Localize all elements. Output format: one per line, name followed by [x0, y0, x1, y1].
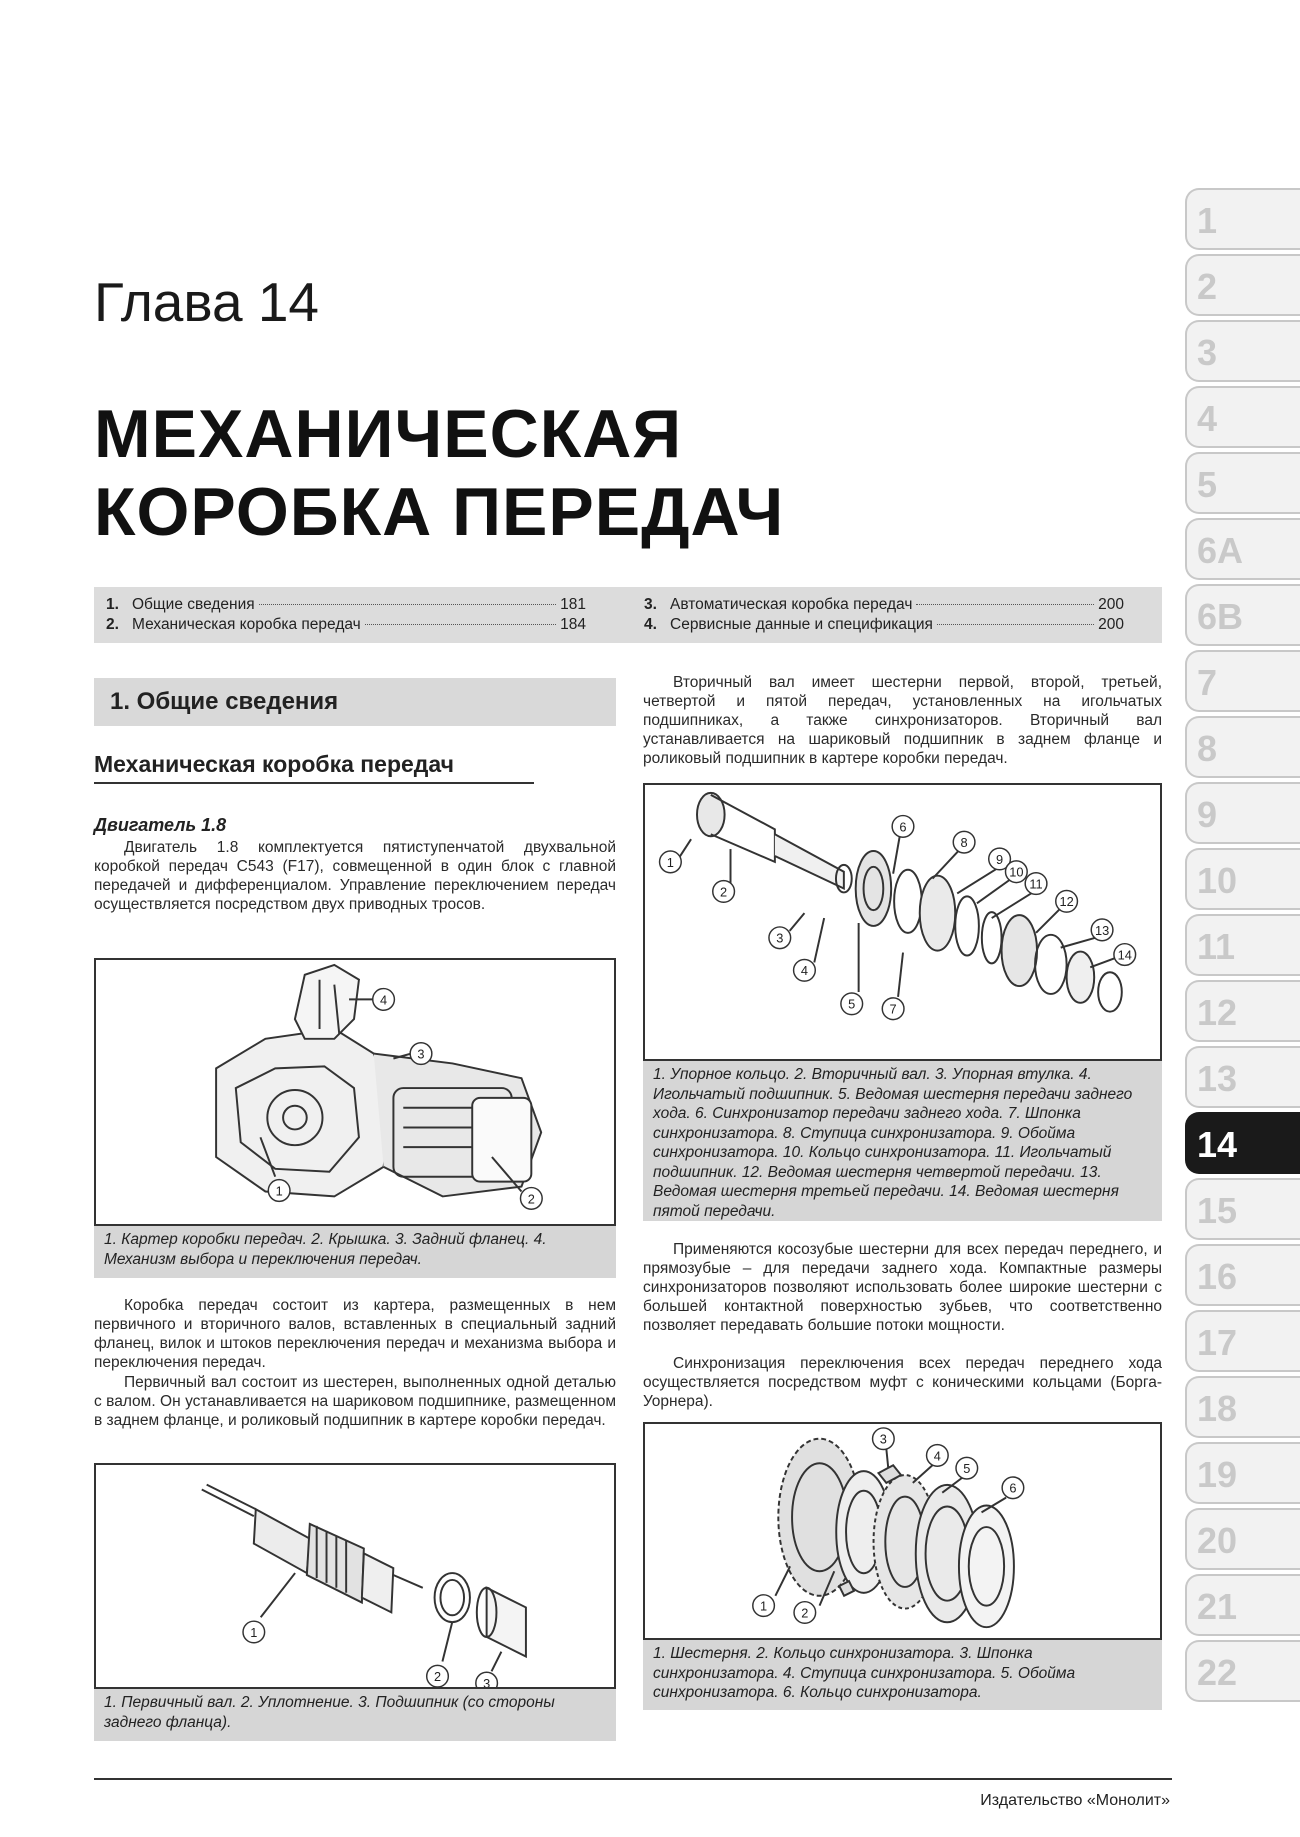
callout-text: 9	[996, 851, 1004, 867]
callout-text: 3	[879, 1431, 887, 1447]
chapter-tab[interactable]: 9	[1185, 782, 1300, 844]
chapter-tab[interactable]: 13	[1185, 1046, 1300, 1108]
callout-text: 5	[963, 1461, 971, 1477]
callout-text: 2	[433, 1669, 442, 1685]
chapter-tab[interactable]: 6B	[1185, 584, 1300, 646]
caption-gearbox: 1. Картер коробки передач. 2. Крышка. 3. Задний фланец. 4. Механизм выбора и переключения передач.	[94, 1226, 616, 1278]
chapter-title-line2: КОРОБКА ПЕРЕДАЧ	[94, 474, 785, 550]
subsection-heading: Механическая коробка передач	[94, 751, 534, 784]
callout-text: 7	[889, 1001, 897, 1017]
toc-page: 200	[1098, 596, 1124, 613]
caption-secondary-shaft: 1. Упорное кольцо. 2. Вторичный вал. 3. Упорная втулка. 4. Игольчатый подшипник. 5. Ведомая шестерня передачи заднего хода. 6. Синхронизатор передачи заднего хода. 7. Шпонка синхронизатора. 8. Ступица синхронизатора. 9. Обойма синхронизатора. 10. Кольцо синхронизатора. 11. Игольчатый подшипник. 12. Ведомая шестерня четвертой передачи. 13. Ведомая шестерня третьей передачи. 14. Ведомая шестерня пятой передачи.	[643, 1061, 1162, 1221]
chapter-tab[interactable]: 12	[1185, 980, 1300, 1042]
chapter-tab[interactable]: 20	[1185, 1508, 1300, 1570]
toc-title: Автоматическая коробка передач	[670, 596, 913, 613]
chapter-tab[interactable]: 8	[1185, 716, 1300, 778]
callout-text: 3	[417, 1046, 425, 1062]
chapter-tab[interactable]: 16	[1185, 1244, 1300, 1306]
callout-text: 6	[1009, 1480, 1017, 1496]
primary-shaft-illustration	[96, 1465, 614, 1687]
figure-synchronizer	[643, 1422, 1162, 1640]
callout-text: 1	[275, 1183, 283, 1199]
chapter-tab[interactable]: 11	[1185, 914, 1300, 976]
toc-number: 4.	[644, 616, 657, 633]
footer-rule	[94, 1778, 1172, 1780]
secondary-shaft-illustration	[645, 785, 1160, 1059]
chapter-tab[interactable]: 4	[1185, 386, 1300, 448]
figure-gearbox	[94, 958, 616, 1226]
callout-text: 4	[380, 992, 388, 1008]
toc-title: Сервисные данные и спецификация	[670, 616, 933, 633]
paragraph-intro: Двигатель 1.8 комплектуется пятиступенчатой двухвальной коробкой передач C543 (F17), совмещенной в один блок с главной передачей и дифференциалом. Управление переключением передач осуществляется посредством двух приводных тросов.	[94, 839, 616, 913]
synchronizer-illustration	[645, 1424, 1160, 1638]
callout-text: 6	[899, 819, 907, 835]
publisher-name: Издательство «Монолит»	[980, 1792, 1170, 1809]
callout-text: 12	[1059, 894, 1074, 910]
toc-entry[interactable]	[644, 596, 1124, 616]
toc-leader	[916, 604, 1094, 605]
toc-column-right	[644, 596, 1124, 636]
section-heading: 1. Общие сведения	[94, 678, 616, 726]
toc-title: Общие сведения	[132, 596, 255, 613]
paragraph-primary-shaft: Первичный вал состоит из шестерен, выполненных одной деталью с валом. Он устанавливается на шариковом подшипнике, размещенном в заднем фланце, и роликовый подшипник в картере коробки передач.	[94, 1374, 616, 1429]
figure-secondary-shaft	[643, 783, 1162, 1061]
paragraph-gearbox-structure: Коробка передач состоит из картера, размещенных в нем первичного и вторичного валов, вставленных в специальный задний фланец, вилок и штоков переключения передач и механизма выбора и переключения передач.	[94, 1297, 616, 1371]
toc-title: Механическая коробка передач	[132, 616, 361, 633]
callout-text: 10	[1009, 864, 1024, 880]
toc-page: 184	[560, 616, 586, 633]
chapter-tab[interactable]: 21	[1185, 1574, 1300, 1636]
chapter-tab[interactable]: 17	[1185, 1310, 1300, 1372]
figure-primary-shaft	[94, 1463, 616, 1689]
callout-text: 2	[801, 1605, 809, 1621]
chapter-tab[interactable]: 6A	[1185, 518, 1300, 580]
callout-text: 1	[666, 854, 674, 870]
callout-text: 3	[483, 1675, 491, 1687]
callout-text: 11	[1029, 876, 1043, 892]
chapter-label: Глава 14	[94, 271, 320, 333]
chapter-title-line1: МЕХАНИЧЕСКАЯ	[94, 396, 683, 472]
callout-text: 5	[848, 996, 856, 1012]
caption-synchronizer: 1. Шестерня. 2. Кольцо синхронизатора. 3. Шпонка синхронизатора. 4. Ступица синхронизатора. 5. Обойма синхронизатора. 6. Кольцо синхронизатора.	[643, 1640, 1162, 1710]
caption-primary-shaft: 1. Первичный вал. 2. Уплотнение. 3. Подшипник (со стороны заднего фланца).	[94, 1689, 616, 1741]
chapter-tab-active[interactable]: 14	[1185, 1112, 1300, 1174]
chapter-tab[interactable]: 2	[1185, 254, 1300, 316]
callout-text: 4	[800, 963, 808, 979]
chapter-tab[interactable]: 22	[1185, 1640, 1300, 1702]
engine-heading: Двигатель 1.8	[94, 815, 227, 835]
toc-entry[interactable]	[644, 616, 1124, 636]
chapter-tab[interactable]: 7	[1185, 650, 1300, 712]
chapter-tab[interactable]: 1	[1185, 188, 1300, 250]
chapter-tab[interactable]: 3	[1185, 320, 1300, 382]
toc-column-left	[106, 596, 586, 636]
callout-text: 3	[776, 930, 784, 946]
callout-text: 2	[527, 1191, 535, 1207]
chapter-tab[interactable]: 10	[1185, 848, 1300, 910]
toc-entry[interactable]	[106, 616, 586, 636]
chapter-title	[94, 395, 784, 551]
callout-text: 4	[933, 1448, 941, 1464]
paragraph-secondary-shaft: Вторичный вал имеет шестерни первой, второй, третьей, четвертой и пятой передач, установленных на игольчатых подшипниках, а также синхронизаторов. Вторичный вал устанавливается на шариковый подшипник в заднем фланце и роликовый подшипник в картере коробки передач.	[643, 674, 1162, 767]
toc-number: 3.	[644, 596, 657, 613]
toc-entry[interactable]	[106, 596, 586, 616]
toc-number: 2.	[106, 616, 119, 633]
callout-text: 8	[960, 835, 968, 851]
paragraph-gears: Применяются косозубые шестерни для всех передач переднего, и прямозубые – для передачи заднего хода. Компактные размеры синхронизаторов позволяют использовать более широкие шестерни с большей контактной поверхностью зубьев, что соответственно позволяет передавать большие потоки мощности.	[643, 1241, 1162, 1334]
callout-text: 2	[720, 884, 728, 900]
paragraph-synchronization: Синхронизация переключения всех передач переднего хода осуществляется посредством муфт с коническими кольцами (Борга-Уорнера).	[643, 1355, 1162, 1410]
callout-text: 1	[250, 1624, 258, 1640]
toc-number: 1.	[106, 596, 119, 613]
toc-leader	[937, 624, 1094, 625]
toc-leader	[365, 624, 556, 625]
callout-text: 13	[1094, 922, 1110, 938]
chapter-tab[interactable]: 15	[1185, 1178, 1300, 1240]
chapter-tab[interactable]: 5	[1185, 452, 1300, 514]
callout-text: 14	[1117, 947, 1132, 963]
toc-leader	[259, 604, 556, 605]
chapter-contents	[94, 587, 1162, 643]
chapter-tab[interactable]: 19	[1185, 1442, 1300, 1504]
chapter-tab[interactable]: 18	[1185, 1376, 1300, 1438]
toc-page: 181	[560, 596, 586, 613]
gearbox-illustration	[96, 960, 614, 1224]
toc-page: 200	[1098, 616, 1124, 633]
callout-text: 1	[760, 1598, 768, 1614]
